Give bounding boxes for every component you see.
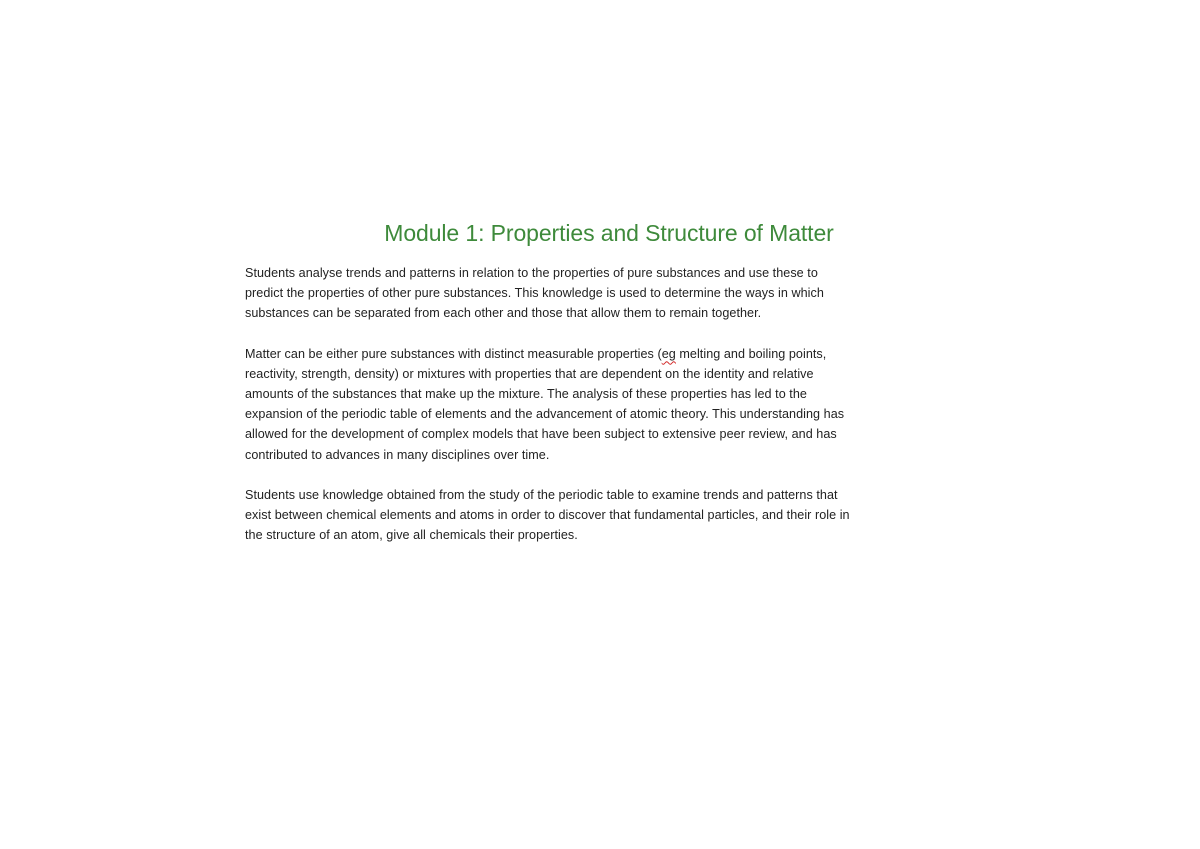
paragraph-1-line-2: predict the properties of other pure substances. This knowledge is used to determine the ways in which (245, 286, 824, 301)
paragraph-2-line-5: allowed for the development of complex models that have been subject to extensive peer review, and has (245, 427, 837, 442)
paragraph-1 (245, 263, 965, 324)
page-title: Module 1: Properties and Structure of Matter (384, 220, 834, 246)
paragraph-3 (245, 485, 965, 546)
paragraph-2 (245, 344, 965, 465)
paragraph-1-line-3: substances can be separated from each other and those that allow them to remain together. (245, 306, 762, 321)
paragraph-2-line-6: contributed to advances in many disciplines over time. (245, 447, 550, 462)
paragraph-3-line-3: the structure of an atom, give all chemicals their properties. (245, 528, 578, 543)
paragraph-2-line-4: expansion of the periodic table of elements and the advancement of atomic theory. This understanding has (245, 407, 845, 422)
paragraph-3-line-1: Students use knowledge obtained from the study of the periodic table to examine trends and patterns that (245, 487, 838, 502)
paragraph-2-line-2: reactivity, strength, density) or mixtures with properties that are dependent on the identity and relative (245, 366, 814, 381)
paragraph-2-line-1-start: Matter can be either pure substances with distinct measurable properties ( (245, 346, 662, 361)
paragraph-2-line-1 (245, 344, 965, 364)
paragraph-2-line-1-end: melting and boiling points, (675, 346, 827, 361)
spellcheck-flagged-word[interactable]: eg (661, 346, 676, 361)
paragraph-1-line-1: Students analyse trends and patterns in relation to the properties of pure substances and use these to (245, 266, 818, 280)
paragraph-2-line-3: amounts of the substances that make up the mixture. The analysis of these properties has led to the (245, 387, 807, 402)
document-content (245, 218, 965, 545)
paragraph-3-line-2: exist between chemical elements and atoms in order to discover that fundamental particles, and their role in (245, 508, 850, 523)
